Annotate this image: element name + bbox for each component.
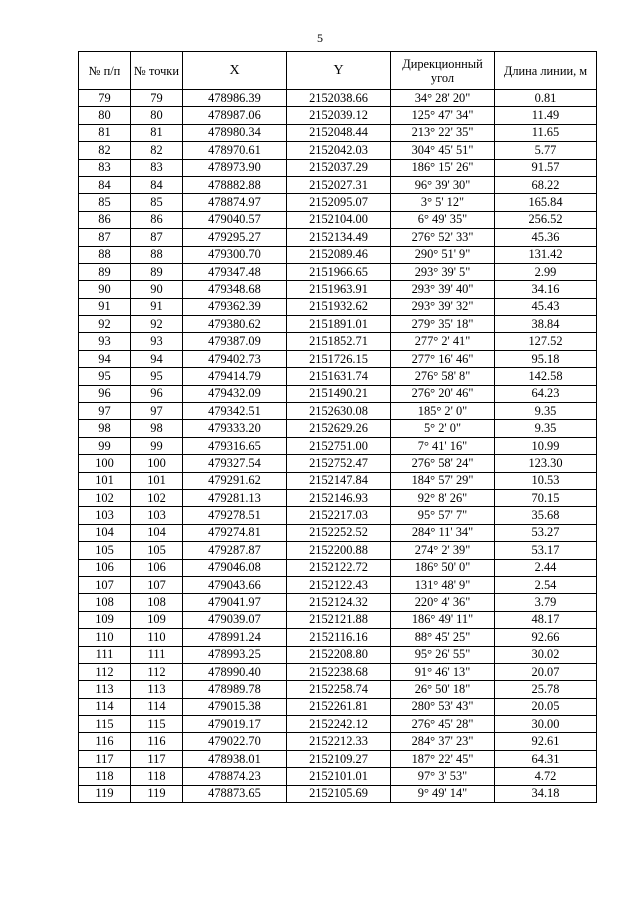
cell-direction-angle: 91° 46' 13" <box>391 663 495 680</box>
cell-direction-angle: 284° 11' 34" <box>391 524 495 541</box>
cell-x: 479046.08 <box>183 559 287 576</box>
cell-y: 2152752.47 <box>287 455 391 472</box>
cell-y: 2152109.27 <box>287 750 391 767</box>
cell-line-length: 9.35 <box>495 403 597 420</box>
header-point-number: № точки <box>131 52 183 90</box>
table-row <box>79 681 597 698</box>
table-row <box>79 142 597 159</box>
header-y: Y <box>287 52 391 90</box>
cell-point-number: 107 <box>131 576 183 593</box>
table-row <box>79 159 597 176</box>
cell-point-number: 112 <box>131 663 183 680</box>
cell-y: 2152629.26 <box>287 420 391 437</box>
cell-point-number: 92 <box>131 316 183 333</box>
cell-x: 479414.79 <box>183 368 287 385</box>
cell-x: 479274.81 <box>183 524 287 541</box>
cell-point-number: 89 <box>131 263 183 280</box>
cell-row-number: 92 <box>79 316 131 333</box>
table-row <box>79 211 597 228</box>
cell-y: 2152217.03 <box>287 507 391 524</box>
cell-x: 479040.57 <box>183 211 287 228</box>
cell-point-number: 95 <box>131 368 183 385</box>
cell-x: 478987.06 <box>183 107 287 124</box>
cell-y: 2152212.33 <box>287 733 391 750</box>
cell-point-number: 87 <box>131 229 183 246</box>
cell-y: 2151490.21 <box>287 385 391 402</box>
cell-line-length: 53.17 <box>495 542 597 559</box>
cell-direction-angle: 88° 45' 25" <box>391 629 495 646</box>
cell-x: 479327.54 <box>183 455 287 472</box>
cell-row-number: 103 <box>79 507 131 524</box>
cell-row-number: 110 <box>79 629 131 646</box>
cell-y: 2152104.00 <box>287 211 391 228</box>
cell-x: 479291.62 <box>183 472 287 489</box>
cell-y: 2152751.00 <box>287 437 391 454</box>
cell-x: 478874.23 <box>183 768 287 785</box>
cell-y: 2152200.88 <box>287 542 391 559</box>
cell-row-number: 99 <box>79 437 131 454</box>
table-row <box>79 524 597 541</box>
cell-point-number: 116 <box>131 733 183 750</box>
cell-line-length: 35.68 <box>495 507 597 524</box>
cell-y: 2152124.32 <box>287 594 391 611</box>
cell-point-number: 109 <box>131 611 183 628</box>
cell-direction-angle: 304° 45' 51" <box>391 142 495 159</box>
table-row <box>79 472 597 489</box>
cell-y: 2152122.43 <box>287 576 391 593</box>
table-row <box>79 403 597 420</box>
cell-y: 2152122.72 <box>287 559 391 576</box>
cell-direction-angle: 293° 39' 40" <box>391 281 495 298</box>
cell-line-length: 2.44 <box>495 559 597 576</box>
cell-x: 479041.97 <box>183 594 287 611</box>
cell-point-number: 84 <box>131 176 183 193</box>
table-row <box>79 663 597 680</box>
table-row <box>79 785 597 802</box>
cell-point-number: 79 <box>131 90 183 107</box>
cell-x: 479300.70 <box>183 246 287 263</box>
cell-y: 2152258.74 <box>287 681 391 698</box>
cell-row-number: 113 <box>79 681 131 698</box>
cell-x: 478873.65 <box>183 785 287 802</box>
cell-x: 478990.40 <box>183 663 287 680</box>
cell-y: 2151963.91 <box>287 281 391 298</box>
cell-row-number: 94 <box>79 350 131 367</box>
table-row <box>79 350 597 367</box>
table-row <box>79 333 597 350</box>
table-row <box>79 263 597 280</box>
cell-x: 478973.90 <box>183 159 287 176</box>
cell-direction-angle: 97° 3' 53" <box>391 768 495 785</box>
cell-y: 2152238.68 <box>287 663 391 680</box>
cell-line-length: 30.02 <box>495 646 597 663</box>
cell-line-length: 45.43 <box>495 298 597 315</box>
cell-direction-angle: 276° 58' 24" <box>391 455 495 472</box>
cell-line-length: 3.79 <box>495 594 597 611</box>
cell-line-length: 20.07 <box>495 663 597 680</box>
cell-point-number: 80 <box>131 107 183 124</box>
cell-direction-angle: 276° 58' 8" <box>391 368 495 385</box>
table-row <box>79 124 597 141</box>
cell-point-number: 110 <box>131 629 183 646</box>
cell-line-length: 4.72 <box>495 768 597 785</box>
cell-y: 2152121.88 <box>287 611 391 628</box>
cell-y: 2152630.08 <box>287 403 391 420</box>
cell-line-length: 68.22 <box>495 176 597 193</box>
cell-line-length: 25.78 <box>495 681 597 698</box>
cell-row-number: 101 <box>79 472 131 489</box>
cell-point-number: 111 <box>131 646 183 663</box>
cell-x: 479295.27 <box>183 229 287 246</box>
cell-line-length: 123.30 <box>495 455 597 472</box>
cell-row-number: 81 <box>79 124 131 141</box>
cell-y: 2152134.49 <box>287 229 391 246</box>
header-line-length: Длина линии, м <box>495 52 597 90</box>
cell-direction-angle: 95° 57' 7" <box>391 507 495 524</box>
table-row <box>79 176 597 193</box>
cell-x: 479333.20 <box>183 420 287 437</box>
cell-x: 479380.62 <box>183 316 287 333</box>
cell-y: 2152042.03 <box>287 142 391 159</box>
table-row <box>79 281 597 298</box>
cell-line-length: 131.42 <box>495 246 597 263</box>
cell-row-number: 86 <box>79 211 131 228</box>
cell-row-number: 112 <box>79 663 131 680</box>
cell-direction-angle: 34° 28' 20" <box>391 90 495 107</box>
cell-line-length: 5.77 <box>495 142 597 159</box>
cell-direction-angle: 186° 50' 0" <box>391 559 495 576</box>
cell-row-number: 82 <box>79 142 131 159</box>
cell-direction-angle: 276° 52' 33" <box>391 229 495 246</box>
table-row <box>79 246 597 263</box>
cell-line-length: 34.18 <box>495 785 597 802</box>
cell-x: 479015.38 <box>183 698 287 715</box>
cell-x: 478874.97 <box>183 194 287 211</box>
cell-row-number: 107 <box>79 576 131 593</box>
cell-y: 2152146.93 <box>287 489 391 506</box>
cell-direction-angle: 5° 2' 0" <box>391 420 495 437</box>
table-row <box>79 594 597 611</box>
cell-direction-angle: 280° 53' 43" <box>391 698 495 715</box>
cell-x: 479347.48 <box>183 263 287 280</box>
cell-point-number: 85 <box>131 194 183 211</box>
cell-direction-angle: 293° 39' 32" <box>391 298 495 315</box>
cell-point-number: 108 <box>131 594 183 611</box>
table-row <box>79 559 597 576</box>
cell-line-length: 142.58 <box>495 368 597 385</box>
cell-point-number: 106 <box>131 559 183 576</box>
table-row <box>79 107 597 124</box>
table-row <box>79 489 597 506</box>
table-row <box>79 298 597 315</box>
cell-y: 2151726.15 <box>287 350 391 367</box>
cell-row-number: 98 <box>79 420 131 437</box>
cell-row-number: 105 <box>79 542 131 559</box>
cell-row-number: 87 <box>79 229 131 246</box>
cell-direction-angle: 9° 49' 14" <box>391 785 495 802</box>
cell-y: 2152039.12 <box>287 107 391 124</box>
cell-point-number: 94 <box>131 350 183 367</box>
cell-row-number: 114 <box>79 698 131 715</box>
cell-y: 2152147.84 <box>287 472 391 489</box>
cell-row-number: 104 <box>79 524 131 541</box>
table-row <box>79 629 597 646</box>
cell-point-number: 100 <box>131 455 183 472</box>
cell-line-length: 0.81 <box>495 90 597 107</box>
cell-direction-angle: 95° 26' 55" <box>391 646 495 663</box>
cell-line-length: 45.36 <box>495 229 597 246</box>
table-row <box>79 316 597 333</box>
cell-y: 2152105.69 <box>287 785 391 802</box>
cell-direction-angle: 187° 22' 45" <box>391 750 495 767</box>
cell-row-number: 102 <box>79 489 131 506</box>
table-row <box>79 437 597 454</box>
cell-y: 2152101.01 <box>287 768 391 785</box>
cell-row-number: 109 <box>79 611 131 628</box>
cell-row-number: 90 <box>79 281 131 298</box>
cell-line-length: 92.61 <box>495 733 597 750</box>
cell-direction-angle: 185° 2' 0" <box>391 403 495 420</box>
cell-point-number: 93 <box>131 333 183 350</box>
header-x: X <box>183 52 287 90</box>
cell-row-number: 100 <box>79 455 131 472</box>
cell-direction-angle: 96° 39' 30" <box>391 176 495 193</box>
cell-direction-angle: 277° 16' 46" <box>391 350 495 367</box>
header-row-number: № п/п <box>79 52 131 90</box>
cell-line-length: 256.52 <box>495 211 597 228</box>
cell-row-number: 95 <box>79 368 131 385</box>
cell-point-number: 118 <box>131 768 183 785</box>
cell-line-length: 11.65 <box>495 124 597 141</box>
cell-x: 479342.51 <box>183 403 287 420</box>
cell-direction-angle: 277° 2' 41" <box>391 333 495 350</box>
cell-direction-angle: 213° 22' 35" <box>391 124 495 141</box>
cell-x: 479387.09 <box>183 333 287 350</box>
cell-point-number: 83 <box>131 159 183 176</box>
cell-row-number: 96 <box>79 385 131 402</box>
cell-direction-angle: 7° 41' 16" <box>391 437 495 454</box>
cell-line-length: 20.05 <box>495 698 597 715</box>
cell-point-number: 88 <box>131 246 183 263</box>
header-direction-angle: Дирекционный угол <box>391 52 495 90</box>
cell-x: 479402.73 <box>183 350 287 367</box>
cell-line-length: 95.18 <box>495 350 597 367</box>
table-row <box>79 611 597 628</box>
cell-row-number: 84 <box>79 176 131 193</box>
cell-point-number: 114 <box>131 698 183 715</box>
cell-x: 479287.87 <box>183 542 287 559</box>
cell-row-number: 115 <box>79 716 131 733</box>
table-row <box>79 698 597 715</box>
cell-row-number: 117 <box>79 750 131 767</box>
cell-point-number: 101 <box>131 472 183 489</box>
cell-x: 478993.25 <box>183 646 287 663</box>
cell-point-number: 96 <box>131 385 183 402</box>
cell-direction-angle: 276° 45' 28" <box>391 716 495 733</box>
cell-line-length: 10.99 <box>495 437 597 454</box>
cell-point-number: 117 <box>131 750 183 767</box>
table-row <box>79 455 597 472</box>
cell-line-length: 127.52 <box>495 333 597 350</box>
cell-x: 478986.39 <box>183 90 287 107</box>
table-row <box>79 646 597 663</box>
cell-point-number: 90 <box>131 281 183 298</box>
cell-line-length: 64.23 <box>495 385 597 402</box>
cell-direction-angle: 293° 39' 5" <box>391 263 495 280</box>
cell-x: 478989.78 <box>183 681 287 698</box>
table-row <box>79 229 597 246</box>
cell-y: 2152252.52 <box>287 524 391 541</box>
cell-row-number: 106 <box>79 559 131 576</box>
cell-y: 2151891.01 <box>287 316 391 333</box>
cell-line-length: 64.31 <box>495 750 597 767</box>
cell-row-number: 88 <box>79 246 131 263</box>
table-row <box>79 90 597 107</box>
cell-direction-angle: 186° 49' 11" <box>391 611 495 628</box>
cell-row-number: 97 <box>79 403 131 420</box>
table-row <box>79 420 597 437</box>
table-row <box>79 576 597 593</box>
cell-y: 2152095.07 <box>287 194 391 211</box>
table-row <box>79 768 597 785</box>
table-row <box>79 750 597 767</box>
cell-direction-angle: 184° 57' 29" <box>391 472 495 489</box>
cell-direction-angle: 220° 4' 36" <box>391 594 495 611</box>
cell-point-number: 103 <box>131 507 183 524</box>
cell-y: 2152048.44 <box>287 124 391 141</box>
cell-point-number: 119 <box>131 785 183 802</box>
cell-direction-angle: 186° 15' 26" <box>391 159 495 176</box>
cell-y: 2152242.12 <box>287 716 391 733</box>
cell-line-length: 91.57 <box>495 159 597 176</box>
cell-x: 479019.17 <box>183 716 287 733</box>
table-row <box>79 385 597 402</box>
cell-row-number: 80 <box>79 107 131 124</box>
cell-x: 478882.88 <box>183 176 287 193</box>
cell-y: 2151631.74 <box>287 368 391 385</box>
cell-row-number: 119 <box>79 785 131 802</box>
cell-row-number: 118 <box>79 768 131 785</box>
table-row <box>79 368 597 385</box>
cell-direction-angle: 3° 5' 12" <box>391 194 495 211</box>
cell-row-number: 116 <box>79 733 131 750</box>
cell-line-length: 30.00 <box>495 716 597 733</box>
cell-x: 478938.01 <box>183 750 287 767</box>
cell-x: 478970.61 <box>183 142 287 159</box>
cell-point-number: 91 <box>131 298 183 315</box>
page-number: 5 <box>317 31 323 45</box>
cell-y: 2152116.16 <box>287 629 391 646</box>
cell-x: 479281.13 <box>183 489 287 506</box>
cell-point-number: 98 <box>131 420 183 437</box>
cell-x: 479316.65 <box>183 437 287 454</box>
cell-y: 2152038.66 <box>287 90 391 107</box>
coordinates-table <box>78 51 597 803</box>
table-row <box>79 507 597 524</box>
table-body <box>79 90 597 803</box>
cell-direction-angle: 279° 35' 18" <box>391 316 495 333</box>
cell-x: 479022.70 <box>183 733 287 750</box>
table-row <box>79 542 597 559</box>
cell-line-length: 48.17 <box>495 611 597 628</box>
cell-y: 2151966.65 <box>287 263 391 280</box>
cell-direction-angle: 274° 2' 39" <box>391 542 495 559</box>
cell-line-length: 92.66 <box>495 629 597 646</box>
table-header-row <box>79 52 597 90</box>
cell-point-number: 104 <box>131 524 183 541</box>
table-row <box>79 194 597 211</box>
cell-direction-angle: 6° 49' 35" <box>391 211 495 228</box>
cell-line-length: 53.27 <box>495 524 597 541</box>
cell-line-length: 38.84 <box>495 316 597 333</box>
cell-y: 2152089.46 <box>287 246 391 263</box>
cell-x: 479348.68 <box>183 281 287 298</box>
cell-x: 479278.51 <box>183 507 287 524</box>
cell-line-length: 10.53 <box>495 472 597 489</box>
cell-direction-angle: 284° 37' 23" <box>391 733 495 750</box>
cell-direction-angle: 125° 47' 34" <box>391 107 495 124</box>
cell-point-number: 86 <box>131 211 183 228</box>
cell-point-number: 97 <box>131 403 183 420</box>
cell-line-length: 165.84 <box>495 194 597 211</box>
cell-line-length: 9.35 <box>495 420 597 437</box>
cell-y: 2151852.71 <box>287 333 391 350</box>
cell-line-length: 34.16 <box>495 281 597 298</box>
cell-row-number: 89 <box>79 263 131 280</box>
cell-y: 2152208.80 <box>287 646 391 663</box>
cell-direction-angle: 290° 51' 9" <box>391 246 495 263</box>
cell-row-number: 111 <box>79 646 131 663</box>
cell-point-number: 99 <box>131 437 183 454</box>
cell-row-number: 79 <box>79 90 131 107</box>
cell-direction-angle: 26° 50' 18" <box>391 681 495 698</box>
cell-direction-angle: 131° 48' 9" <box>391 576 495 593</box>
cell-point-number: 82 <box>131 142 183 159</box>
cell-x: 478980.34 <box>183 124 287 141</box>
cell-y: 2152261.81 <box>287 698 391 715</box>
cell-x: 479043.66 <box>183 576 287 593</box>
cell-row-number: 85 <box>79 194 131 211</box>
cell-line-length: 70.15 <box>495 489 597 506</box>
cell-row-number: 93 <box>79 333 131 350</box>
cell-direction-angle: 92° 8' 26" <box>391 489 495 506</box>
cell-x: 479039.07 <box>183 611 287 628</box>
cell-x: 479362.39 <box>183 298 287 315</box>
cell-point-number: 81 <box>131 124 183 141</box>
cell-line-length: 2.54 <box>495 576 597 593</box>
cell-y: 2152037.29 <box>287 159 391 176</box>
table-row <box>79 733 597 750</box>
cell-row-number: 108 <box>79 594 131 611</box>
cell-line-length: 2.99 <box>495 263 597 280</box>
cell-y: 2152027.31 <box>287 176 391 193</box>
cell-point-number: 115 <box>131 716 183 733</box>
cell-row-number: 83 <box>79 159 131 176</box>
cell-y: 2151932.62 <box>287 298 391 315</box>
cell-x: 479432.09 <box>183 385 287 402</box>
cell-row-number: 91 <box>79 298 131 315</box>
cell-point-number: 113 <box>131 681 183 698</box>
table-row <box>79 716 597 733</box>
cell-line-length: 11.49 <box>495 107 597 124</box>
cell-x: 478991.24 <box>183 629 287 646</box>
cell-point-number: 105 <box>131 542 183 559</box>
cell-point-number: 102 <box>131 489 183 506</box>
cell-direction-angle: 276° 20' 46" <box>391 385 495 402</box>
